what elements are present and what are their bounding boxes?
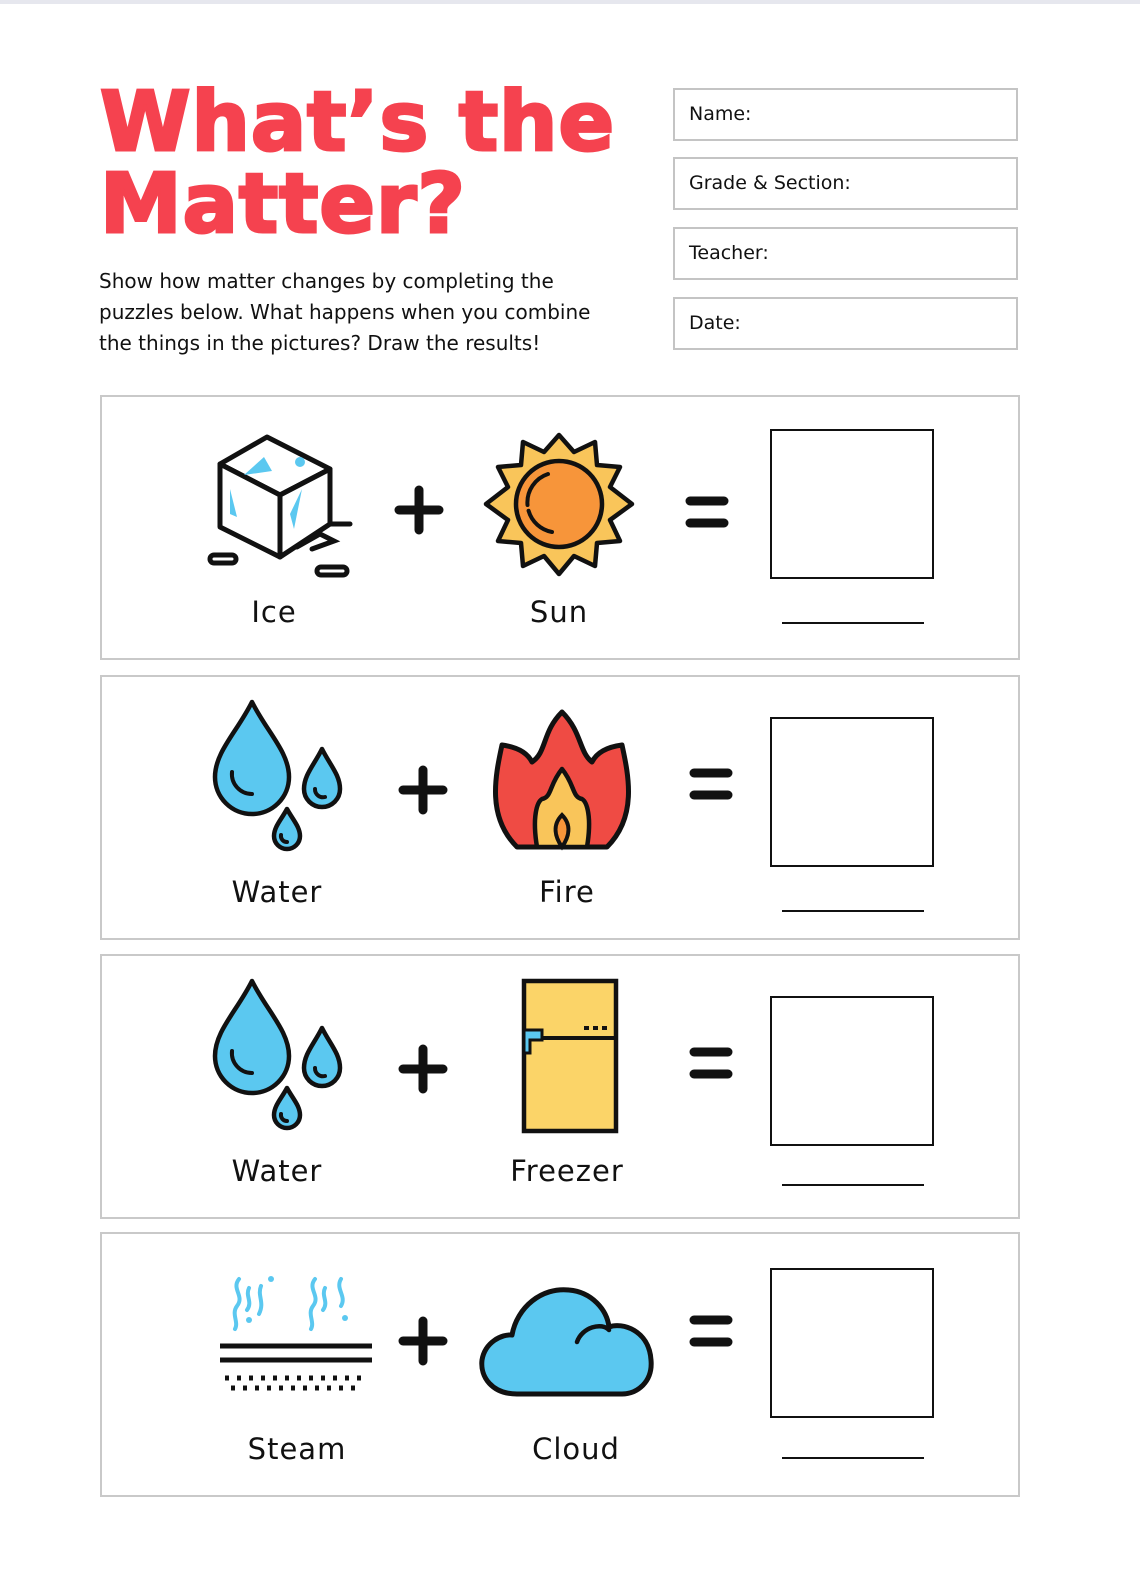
title-line-2: Matter? [100, 157, 466, 252]
result-drawing-box[interactable] [770, 996, 934, 1146]
item-label-cloud: Cloud [532, 1432, 620, 1466]
water-drops-icon [207, 976, 352, 1136]
result-drawing-box[interactable] [770, 429, 934, 579]
water-drops-icon [207, 697, 352, 857]
item-label-fire: Fire [539, 875, 595, 909]
equals-icon [688, 1312, 734, 1352]
teacher-field[interactable] [673, 227, 1018, 280]
cloud-icon [477, 1282, 657, 1400]
steam-icon [217, 1274, 377, 1404]
fire-icon [487, 707, 637, 857]
name-field[interactable] [673, 88, 1018, 141]
page-title [100, 75, 616, 252]
answer-line[interactable] [782, 1184, 924, 1186]
teacher-label: Teacher: [689, 242, 769, 264]
date-label: Date: [689, 312, 741, 334]
freezer-icon [520, 978, 620, 1134]
plus-icon [398, 1044, 448, 1094]
plus-icon [398, 1316, 448, 1366]
plus-icon [398, 765, 448, 815]
grade-section-field[interactable] [673, 157, 1018, 210]
puzzle-panel-water-fire [100, 675, 1020, 940]
name-label: Name: [689, 103, 752, 125]
equals-icon [688, 1044, 734, 1084]
item-label-water: Water [231, 875, 323, 909]
puzzle-panel-ice-sun [100, 395, 1020, 660]
title-line-1: What’s the [100, 75, 616, 170]
equals-icon [688, 765, 734, 805]
answer-line[interactable] [782, 1457, 924, 1459]
puzzle-panel-water-freezer [100, 954, 1020, 1219]
top-divider [0, 0, 1140, 4]
result-drawing-box[interactable] [770, 1268, 934, 1418]
item-label-sun: Sun [529, 595, 589, 629]
instructions: Show how matter changes by completing the puzzles below. What happens when you combine the things in the pictures? Draw the results! [99, 269, 591, 355]
item-label-ice: Ice [251, 595, 297, 629]
plus-icon [394, 485, 444, 535]
item-label-steam: Steam [247, 1432, 347, 1466]
item-label-freezer: Freezer [510, 1154, 624, 1188]
result-drawing-box[interactable] [770, 717, 934, 867]
ice-cube-icon [202, 429, 362, 579]
sun-icon [482, 432, 637, 577]
date-field[interactable] [673, 297, 1018, 350]
puzzle-panel-steam-cloud [100, 1232, 1020, 1497]
answer-line[interactable] [782, 910, 924, 912]
item-label-water: Water [231, 1154, 323, 1188]
grade-section-label: Grade & Section: [689, 172, 851, 194]
answer-line[interactable] [782, 622, 924, 624]
equals-icon [684, 493, 730, 533]
